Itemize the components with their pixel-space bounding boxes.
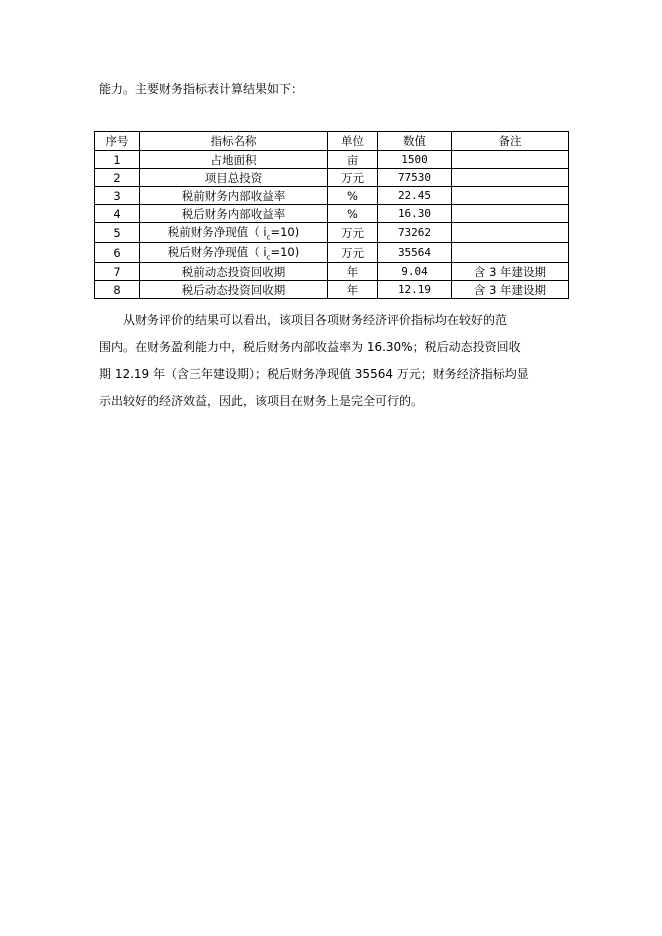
table-row xyxy=(95,263,569,281)
paragraph-line: 从财务评价的结果可以看出，该项目各项财务经济评价指标均在较好的范 xyxy=(123,313,508,327)
cell-name: 税前动态投资回收期 xyxy=(140,263,328,281)
header-value: 数值 xyxy=(378,132,452,151)
cell-value: 22.45 xyxy=(378,187,452,205)
header-name: 指标名称 xyxy=(140,132,328,151)
header-note: 备注 xyxy=(452,132,569,151)
cell-name: 税前财务内部收益率 xyxy=(140,187,328,205)
cell-name-prefix: 税后财务净现值（ i xyxy=(167,244,267,259)
cell-value: 1500 xyxy=(378,151,452,169)
cell-unit: % xyxy=(328,205,378,223)
cell-note xyxy=(452,205,569,223)
table-row xyxy=(95,151,569,169)
cell-note xyxy=(452,187,569,205)
cell-name-suffix: =10) xyxy=(270,244,300,259)
cell-value: 35564 xyxy=(378,243,452,263)
cell-unit: % xyxy=(328,187,378,205)
cell-value: 77530 xyxy=(378,169,452,187)
cell-no: 5 xyxy=(95,223,140,243)
cell-no: 3 xyxy=(95,187,140,205)
cell-no: 4 xyxy=(95,205,140,223)
paragraph-line: 期 12.19 年（含三年建设期）；税后财务净现值 35564 万元；财务经济指标均显 xyxy=(99,367,529,381)
cell-no: 1 xyxy=(95,151,140,169)
cell-value: 9.04 xyxy=(378,263,452,281)
paragraph-line: 示出较好的经济效益，因此，该项目在财务上是完全可行的。 xyxy=(99,394,424,408)
cell-name-subscript: c xyxy=(266,233,271,242)
cell-name: 占地面积 xyxy=(140,151,328,169)
header-no: 序号 xyxy=(95,132,140,151)
cell-name: 税后动态投资回收期 xyxy=(140,281,328,299)
cell-unit: 万元 xyxy=(328,223,378,243)
header-unit: 单位 xyxy=(328,132,378,151)
cell-unit: 年 xyxy=(328,281,378,299)
cell-note xyxy=(452,223,569,243)
cell-name: 项目总投资 xyxy=(140,169,328,187)
table-row xyxy=(95,187,569,205)
table-row xyxy=(95,281,569,299)
table-row xyxy=(95,169,569,187)
table-row xyxy=(95,223,569,243)
cell-name-prefix: 税前财务净现值（ i xyxy=(167,224,267,239)
cell-unit: 万元 xyxy=(328,243,378,263)
cell-value: 73262 xyxy=(378,223,452,243)
cell-no: 6 xyxy=(95,243,140,263)
cell-name xyxy=(140,223,328,243)
cell-unit: 年 xyxy=(328,263,378,281)
table-row xyxy=(95,243,569,263)
cell-unit: 万元 xyxy=(328,169,378,187)
financial-indicators-table xyxy=(94,131,569,299)
cell-note xyxy=(452,169,569,187)
table-header-row xyxy=(95,132,569,151)
cell-value: 16.30 xyxy=(378,205,452,223)
table-row xyxy=(95,205,569,223)
conclusion-paragraph xyxy=(99,307,554,415)
cell-note xyxy=(452,151,569,169)
cell-name-suffix: =10) xyxy=(270,224,300,239)
cell-no: 7 xyxy=(95,263,140,281)
cell-no: 8 xyxy=(95,281,140,299)
cell-name-subscript: c xyxy=(266,253,271,262)
cell-unit: 亩 xyxy=(328,151,378,169)
cell-value: 12.19 xyxy=(378,281,452,299)
cell-note: 含 3 年建设期 xyxy=(452,281,569,299)
cell-name: 税后财务内部收益率 xyxy=(140,205,328,223)
intro-text: 能力。主要财务指标表计算结果如下： xyxy=(99,82,304,96)
cell-name xyxy=(140,243,328,263)
cell-no: 2 xyxy=(95,169,140,187)
cell-note xyxy=(452,243,569,263)
paragraph-line: 围内。在财务盈利能力中，税后财务内部收益率为 16.30%；税后动态投资回收 xyxy=(99,340,521,354)
cell-note: 含 3 年建设期 xyxy=(452,263,569,281)
